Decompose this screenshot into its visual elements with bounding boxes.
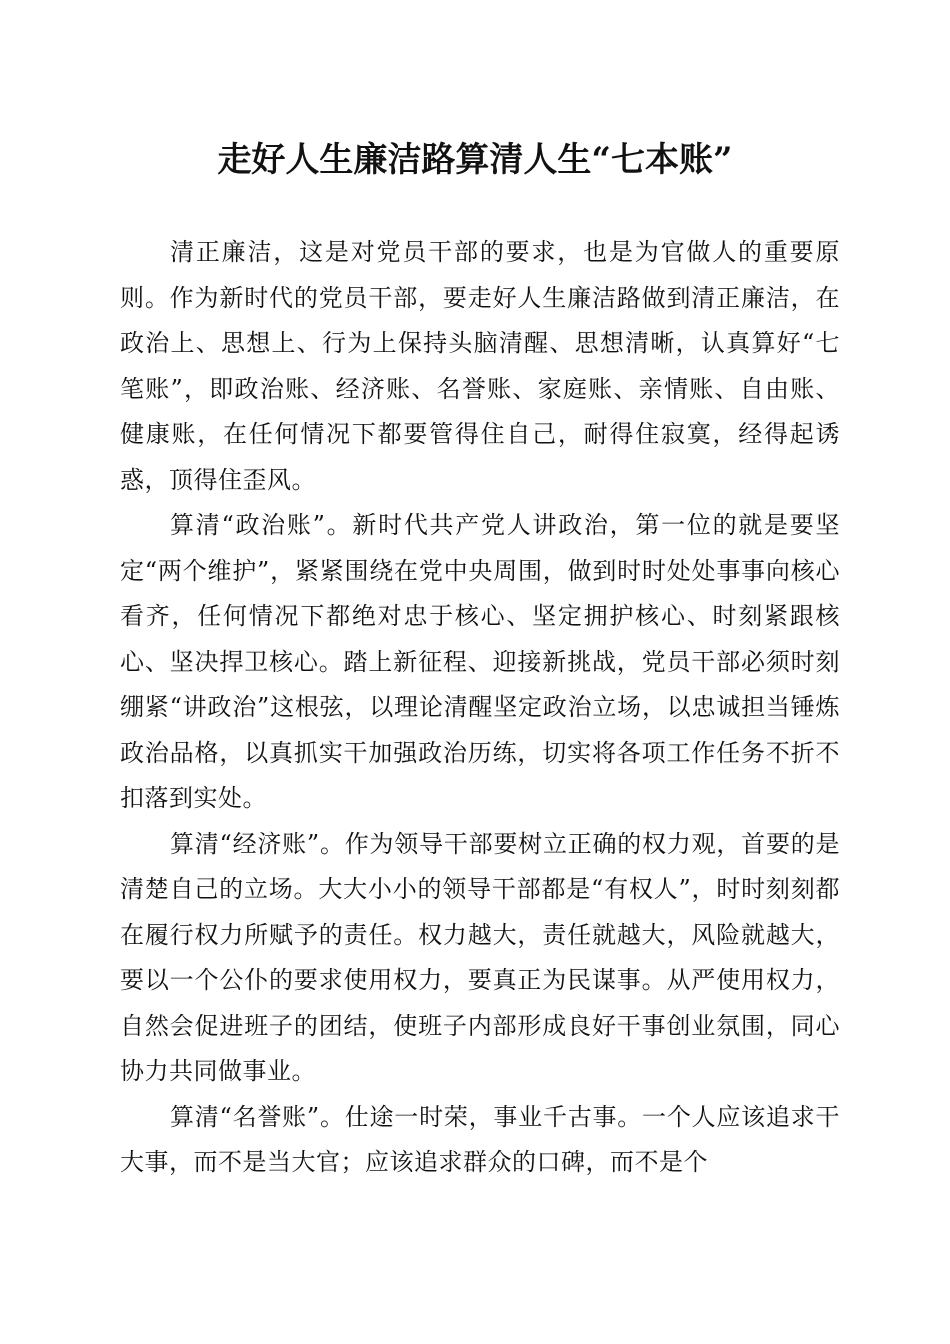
document-body	[120, 230, 840, 1186]
paragraph-political-account: 算清“政治账”。新时代共产党人讲政治，第一位的就是要坚定“两个维护”，紧紧围绕在党中央周围，做到时时处处事事向核心看齐，任何情况下都绝对忠于核心、坚定拥护核心、时刻紧跟核心、坚决捍卫核心。踏上新征程、迎接新挑战，党员干部必须时刻绷紧“讲政治”这根弦，以理论清醒坚定政治立场，以忠诚担当锤炼政治品格，以真抓实干加强政治历练，切实将各项工作任务不折不扣落到实处。	[120, 511, 840, 812]
paragraph-intro: 清正廉洁，这是对党员干部的要求，也是为官做人的重要原则。作为新时代的党员干部，要走好人生廉洁路做到清正廉洁，在政治上、思想上、行为上保持头脑清醒、思想清晰，认真算好“七笔账”，即政治账、经济账、名誉账、家庭账、亲情账、自由账、健康账，在任何情况下都要管得住自己，耐得住寂寞，经得起诱惑，顶得住歪风。	[120, 238, 840, 494]
paragraph-economic-account: 算清“经济账”。作为领导干部要树立正确的权力观，首要的是清楚自己的立场。大大小小的领导干部都是“有权人”，时时刻刻都在履行权力所赋予的责任。权力越大，责任就越大，风险就越大，要以一个公仆的要求使用权力，要真正为民谋事。从严使用权力，自然会促进班子的团结，使班子内部形成良好干事创业氛围，同心协力共同做事业。	[120, 829, 840, 1085]
document-title: 走好人生廉洁路算清人生“七本账”	[217, 140, 733, 180]
paragraph-reputation-account: 算清“名誉账”。仕途一时荣，事业千古事。一个人应该追求干大事，而不是当大官；应该追求群众的口碑，而不是个	[120, 1102, 840, 1176]
